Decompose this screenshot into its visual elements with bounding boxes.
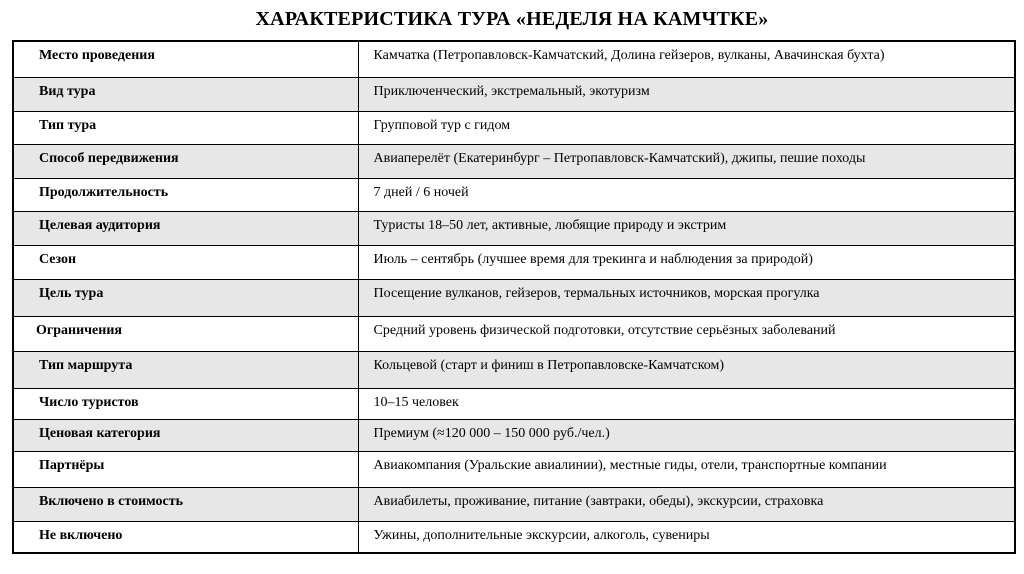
table-row	[13, 211, 1015, 245]
table-row	[13, 521, 1015, 553]
tour-characteristics-table	[12, 40, 1016, 554]
row-label: Включено в стоимость	[13, 487, 358, 521]
table-row	[13, 279, 1015, 316]
row-value: Авиакомпания (Уральские авиалинии), местные гиды, отели, транспортные компании	[358, 451, 1015, 487]
table-row	[13, 487, 1015, 521]
table-row	[13, 316, 1015, 351]
row-value: Посещение вулканов, гейзеров, термальных источников, морская прогулка	[358, 279, 1015, 316]
row-value: Июль – сентябрь (лучшее время для трекинга и наблюдения за природой)	[358, 245, 1015, 279]
row-value: Кольцевой (старт и финиш в Петропавловске-Камчатском)	[358, 351, 1015, 388]
table-row	[13, 178, 1015, 211]
row-label: Продолжительность	[13, 178, 358, 211]
table-row	[13, 419, 1015, 451]
row-value: Премиум (≈120 000 – 150 000 руб./чел.)	[358, 419, 1015, 451]
row-value: Групповой тур с гидом	[358, 111, 1015, 144]
table-row	[13, 245, 1015, 279]
row-value: Ужины, дополнительные экскурсии, алкоголь, сувениры	[358, 521, 1015, 553]
row-value: Авиаперелёт (Екатеринбург – Петропавловск-Камчатский), джипы, пешие походы	[358, 144, 1015, 178]
row-label: Цель тура	[13, 279, 358, 316]
row-label: Целевая аудитория	[13, 211, 358, 245]
table-row	[13, 451, 1015, 487]
page-title: ХАРАКТЕРИСТИКА ТУРА «НЕДЕЛЯ НА КАМЧТКЕ»	[255, 8, 769, 30]
row-value: 7 дней / 6 ночей	[358, 178, 1015, 211]
row-label: Партнёры	[13, 451, 358, 487]
row-value: Камчатка (Петропавловск-Камчатский, Долина гейзеров, вулканы, Авачинская бухта)	[358, 41, 1015, 77]
row-label: Ценовая категория	[13, 419, 358, 451]
row-label: Не включено	[13, 521, 358, 553]
row-label: Тип тура	[13, 111, 358, 144]
row-value: Туристы 18–50 лет, активные, любящие природу и экстрим	[358, 211, 1015, 245]
table-row	[13, 41, 1015, 77]
table-row	[13, 351, 1015, 388]
row-label: Способ передвижения	[13, 144, 358, 178]
row-value: Авиабилеты, проживание, питание (завтраки, обеды), экскурсии, страховка	[358, 487, 1015, 521]
row-label: Ограничения	[13, 316, 358, 351]
row-value: 10–15 человек	[358, 388, 1015, 419]
row-value: Приключенческий, экстремальный, экотуризм	[358, 77, 1015, 111]
row-label: Сезон	[13, 245, 358, 279]
table-row	[13, 388, 1015, 419]
table-row	[13, 77, 1015, 111]
row-value: Средний уровень физической подготовки, отсутствие серьёзных заболеваний	[358, 316, 1015, 351]
table-row	[13, 111, 1015, 144]
table-row	[13, 144, 1015, 178]
row-label: Тип маршрута	[13, 351, 358, 388]
row-label: Число туристов	[13, 388, 358, 419]
row-label: Место проведения	[13, 41, 358, 77]
row-label: Вид тура	[13, 77, 358, 111]
